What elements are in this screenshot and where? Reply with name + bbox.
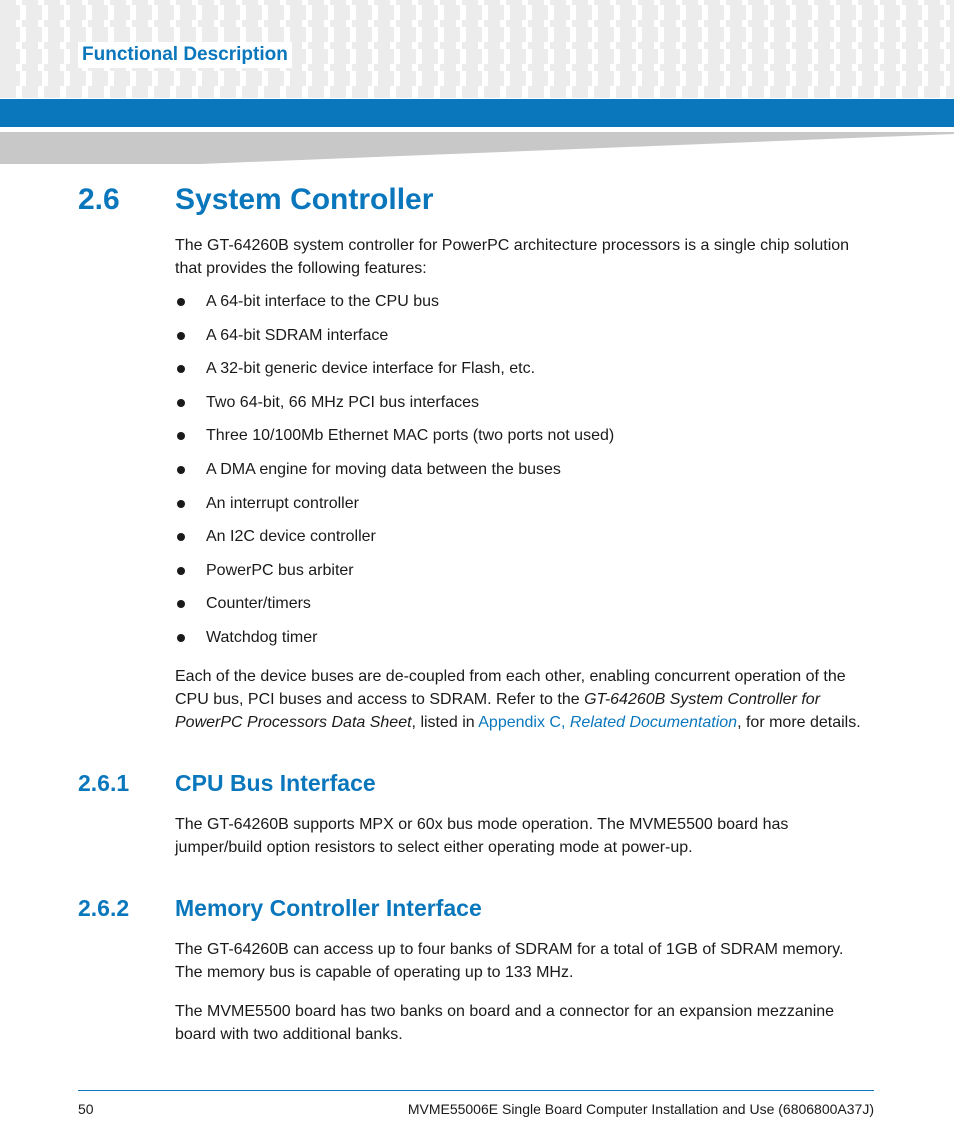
paragraph-text: , listed in [411,714,479,731]
bullet-icon [177,298,185,306]
paragraph-text: , for more details. [737,714,861,731]
feature-list [175,290,614,660]
feature-list-item [175,525,614,559]
feature-list-item [175,357,614,391]
bullet-icon [177,466,185,474]
subsection-number: 2.6.1 [78,770,130,796]
feature-list-item [175,492,614,526]
feature-list-item [175,559,614,593]
section-number: 2.6 [78,183,120,216]
feature-text: A DMA engine for moving data between the buses [206,460,561,478]
feature-text: PowerPC bus arbiter [206,561,354,579]
feature-list-item [175,626,614,660]
bullet-icon [177,500,185,508]
header-pattern-row [4,5,954,20]
bullet-icon [177,332,185,340]
feature-list-item [175,391,614,425]
feature-text: An I2C device controller [206,528,376,546]
subsection-number: 2.6.2 [78,895,130,921]
doc-title-reference: GT-64260B System Controller for PowerPC Processors Data Sheet [175,691,821,731]
feature-text: A 64-bit interface to the CPU bus [206,293,440,310]
memory-paragraph-1: The GT-64260B can access up to four banks of SDRAM for a total of 1GB of SDRAM memory. The memory bus is capable of operating up to 133 MHz. [175,941,844,981]
feature-text: A 64-bit SDRAM interface [206,326,389,344]
header-pattern-row [4,71,954,86]
feature-list-item [175,290,614,324]
section-paragraph [175,665,875,734]
bullet-icon [177,365,185,373]
subsection-title: CPU Bus Interface [175,770,376,796]
feature-text: Counter/timers [206,595,311,613]
feature-text: Watchdog timer [206,628,318,646]
appendix-link[interactable]: Appendix C, [478,714,570,731]
bullet-icon [177,567,185,575]
feature-list-item [175,458,614,492]
memory-paragraph-2: The MVME5500 board has two banks on board and a connector for an expansion mezzanine board with two additional banks. [175,1003,835,1043]
feature-list-item [175,592,614,626]
bullet-icon [177,432,185,440]
feature-list-item [175,424,614,458]
bullet-icon [177,600,185,608]
section-heading [78,180,433,220]
bullet-icon [177,533,185,541]
section-title: System Controller [175,183,434,216]
section-intro: The GT-64260B system controller for PowerPC architecture processors is a single chip solution that provides the following features: [175,237,850,277]
subsection-title: Memory Controller Interface [175,895,482,921]
bullet-icon [177,634,185,642]
feature-list-item [175,324,614,358]
cpu-bus-paragraph: The GT-64260B supports MPX or 60x bus mode operation. The MVME5500 board has jumper/build option resistors to select either operating mode at power-up. [175,816,789,856]
footer-rule [78,1090,874,1091]
header-wedge [0,132,954,164]
feature-text: Two 64-bit, 66 MHz PCI bus interfaces [206,393,479,411]
page-number: 50 [78,1101,94,1117]
header-band [0,99,954,127]
feature-text: A 32-bit generic device interface for Flash, etc. [206,360,536,378]
header-pattern-row [4,27,954,42]
related-docs-link[interactable]: Related Documentation [569,714,738,731]
footer-doc-title: MVME55006E Single Board Computer Installation and Use (6806800A37J) [407,1101,874,1117]
feature-text: Three 10/100Mb Ethernet MAC ports (two ports not used) [206,427,615,445]
paragraph-text: Each of the device buses are de-coupled from each other, enabling concurrent operation of the CPU bus, PCI buses and access to SDRAM. Refer to the [175,668,846,708]
feature-text: An interrupt controller [206,494,359,512]
subsection-heading-cpu-bus [78,768,376,798]
subsection-heading-memory [78,893,482,923]
bullet-icon [177,399,185,407]
running-header: Functional Description [78,42,292,68]
